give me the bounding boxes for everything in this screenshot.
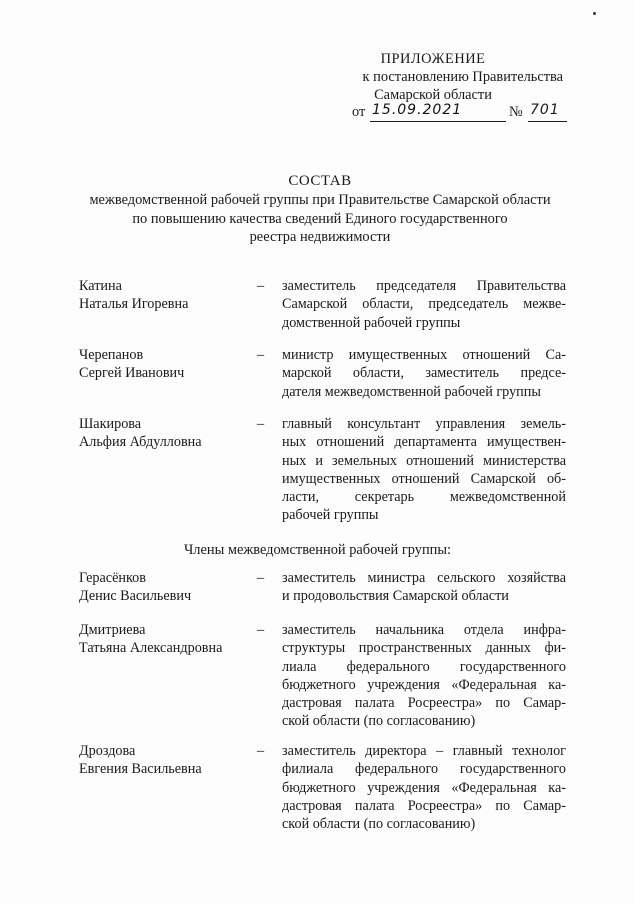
role-line: ных отношений департамента имуществен- [282,434,566,451]
scan-speck [593,12,596,15]
member-name [79,277,249,314]
role-line: рабочей группы [282,507,379,524]
member-role [282,569,566,606]
role-line: ласти, секретарь межведомственной [282,489,566,506]
role-line: и продовольствия Самарской области [282,588,509,605]
member-role [282,742,566,833]
member-role [282,621,566,731]
member-dash: – [257,278,265,294]
role-line: имущественных отношений Самарской об- [282,470,566,487]
number-label: № [509,104,523,120]
member-surname: Дроздова [79,743,136,759]
member-name [79,621,249,658]
role-line: бюджетного учреждения «Федеральная ка- [282,779,566,796]
role-line: структуры пространственных данных фи- [282,640,566,657]
member-dash: – [257,416,265,432]
member-name [79,346,249,383]
member-dash: – [257,570,265,586]
member-surname: Шакирова [79,416,142,432]
member-surname: Черепанов [79,347,144,363]
role-line: заместитель министра сельского хозяйства [282,570,566,586]
member-surname: Дмитриева [79,622,146,638]
member-given-name: Наталья Игоревна [79,296,189,313]
number-value: 701 [530,102,560,118]
role-line: ных и земельных отношений министерства [282,452,566,469]
role-line: ской области (по согласованию) [282,816,476,833]
appendix-line-2: Самарской области [374,87,492,103]
role-line: дастровая палата Росреестра» по Самар- [282,695,566,712]
role-line: ской области (по согласованию) [282,713,476,730]
role-line: Самарской области, председатель межве- [282,296,566,313]
member-name [79,415,249,452]
heading-line-3: реестра недвижимости [249,228,391,245]
member-role [282,277,566,332]
member-dash: – [257,743,265,759]
role-line: заместитель председателя Правительства [282,278,566,294]
number-underline [528,104,567,122]
member-given-name: Евгения Васильевна [79,761,202,778]
role-line: заместитель директора – главный технолог [282,743,566,759]
member-name [79,742,249,779]
appendix-title: ПРИЛОЖЕНИЕ [380,51,486,67]
role-line: марской области, заместитель предсе- [282,365,566,382]
member-surname: Катина [79,278,122,294]
member-surname: Герасёнков [79,570,146,586]
member-given-name: Сергей Иванович [79,365,185,382]
role-line: домственной рабочей группы [282,314,461,331]
member-given-name: Татьяна Александровна [79,640,223,657]
member-given-name: Денис Васильевич [79,588,192,605]
role-line: министр имущественных отношений Са- [282,347,566,363]
role-line: дателя межведомственной рабочей группы [282,383,541,400]
appendix-line-1: к постановлению Правительства [362,69,563,85]
member-dash: – [257,347,265,363]
appendix-header [303,50,563,104]
role-line: филиала федерального государственного [282,761,566,778]
date-label: от [352,104,366,120]
heading-line-1: межведомственной рабочей группы при Правительстве Самарской области [89,192,551,209]
member-name [79,569,249,606]
appendix-date-row [352,104,567,122]
document-heading [70,172,570,246]
member-dash: – [257,622,265,638]
role-line: бюджетного учреждения «Федеральная ка- [282,676,566,693]
members-section-title: Члены межведомственной рабочей группы: [183,542,452,558]
role-line: главный консультант управления земель- [282,416,566,432]
member-role [282,346,566,401]
role-line: лиала федерального государственного [282,658,566,675]
date-value: 15.09.2021 [372,102,463,118]
date-underline [370,104,506,122]
role-line: дастровая палата Росреестра» по Самар- [282,797,566,814]
role-line: заместитель начальника отдела инфра- [282,622,566,638]
heading-line-2: по повышению качества сведений Единого государственного [132,210,508,227]
member-role [282,415,566,525]
member-given-name: Альфия Абдулловна [79,434,202,451]
heading-title: СОСТАВ [288,173,352,189]
